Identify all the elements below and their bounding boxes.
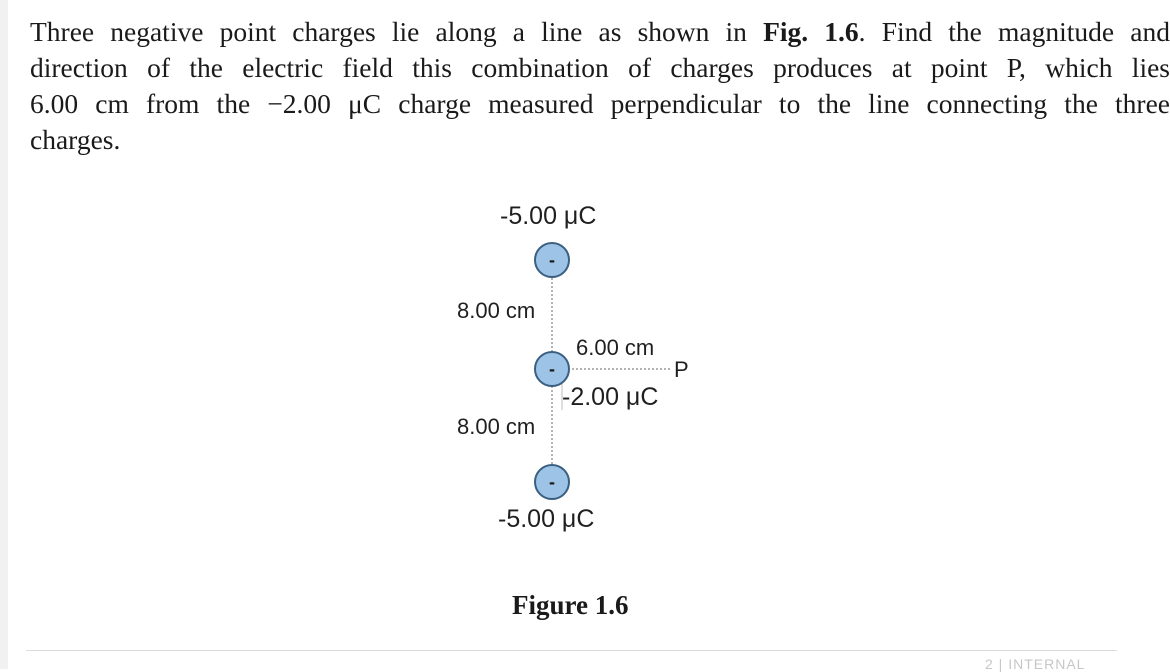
middle-charge-label: -2.00 μC <box>562 383 659 411</box>
figure-caption: Figure 1.6 <box>512 590 629 620</box>
horizontal-distance-label: 6.00 cm <box>576 335 655 360</box>
bottom-charge-label: -5.00 μC <box>498 505 595 533</box>
problem-line-1-end: . Find the magnitude and <box>858 16 1170 47</box>
middle-charge-sign: - <box>549 359 555 379</box>
footer-divider <box>26 650 1117 651</box>
footer-label: 2 | INTERNAL <box>985 656 1086 672</box>
problem-line-1-start: Three negative point charges lie along a line as shown in <box>30 16 764 47</box>
point-p-label: P <box>674 357 689 382</box>
top-charge-sign: - <box>549 250 555 270</box>
lower-distance-label: 8.00 cm <box>457 414 536 439</box>
problem-line-2: direction of the electric field this combination of charges produces at point P, which lies <box>30 52 1170 83</box>
bottom-charge-sign: - <box>549 472 555 492</box>
top-charge-label: -5.00 μC <box>500 202 597 230</box>
problem-line-3: 6.00 cm from the −2.00 μC charge measured perpendicular to the line connecting the three <box>30 88 1170 119</box>
figure-reference: Fig. 1.6 <box>763 16 859 47</box>
upper-distance-label: 8.00 cm <box>457 298 536 323</box>
problem-line-4: charges. <box>30 124 121 155</box>
